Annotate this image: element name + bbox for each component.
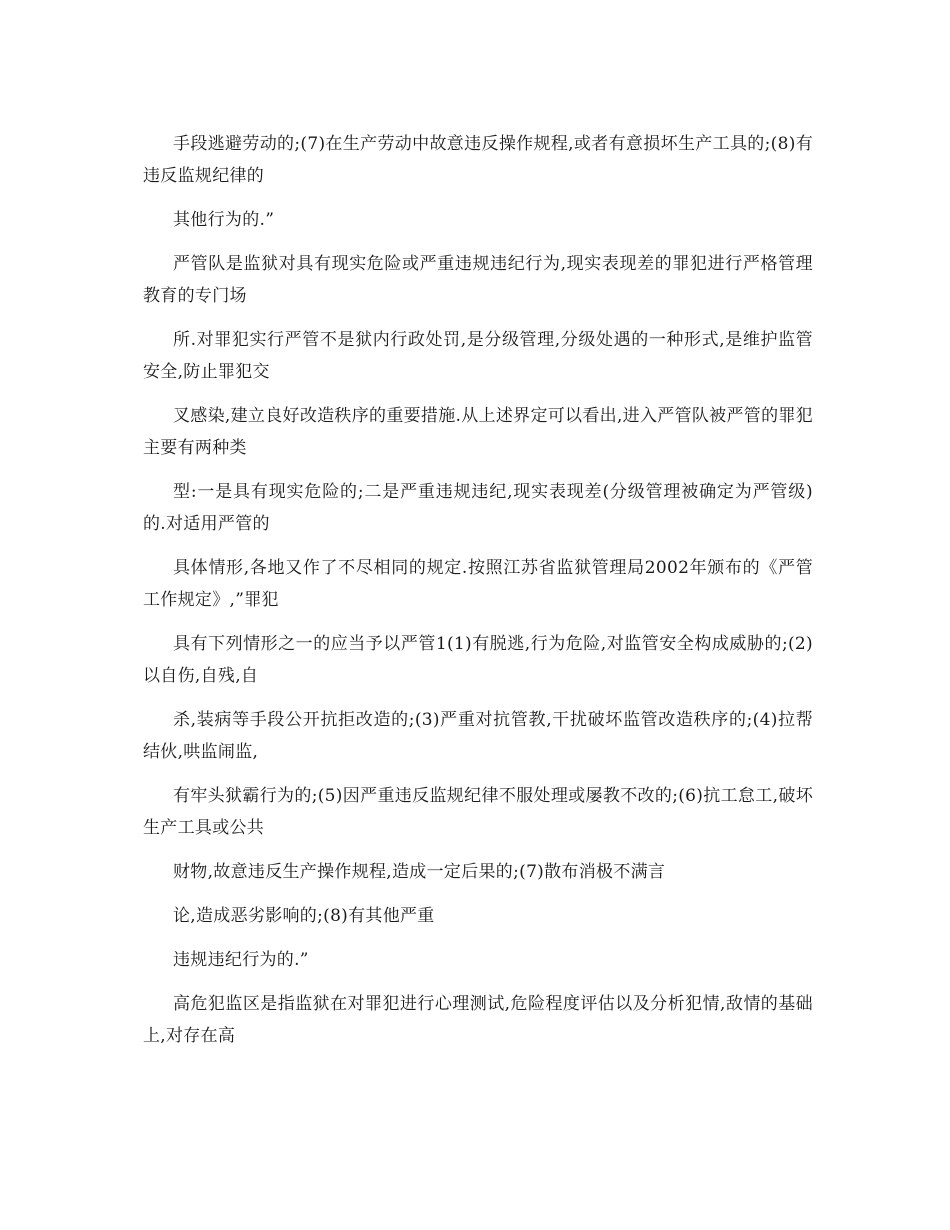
paragraph: 高危犯监区是指监狱在对罪犯进行心理测试,危险程度评估以及分析犯情,敌情的基础上,对存在高 xyxy=(143,994,813,1046)
paragraph: 型:一是具有现实危险的;二是严重违规违纪,现实表现差(分级管理被确定为严管级)的.对适用严管的 xyxy=(143,482,813,534)
paragraph: 具体情形,各地又作了不尽相同的规定.按照江苏省监狱管理局2002年颁布的《严管工作规定》,”罪犯 xyxy=(143,558,813,610)
paragraph: 论,造成恶劣影响的;(8)有其他严重 xyxy=(173,906,435,926)
paragraph: 有牢头狱霸行为的;(5)因严重违反监规纪律不服处理或屡教不改的;(6)抗工怠工,破坏生产工具或公共 xyxy=(143,786,813,838)
paragraph: 手段逃避劳动的;(7)在生产劳动中故意违反操作规程,或者有意损坏生产工具的;(8)有违反监规纪律的 xyxy=(143,134,813,186)
paragraph: 财物,故意违反生产操作规程,造成一定后果的;(7)散布消极不满言 xyxy=(173,862,666,882)
paragraph: 其他行为的.” xyxy=(173,210,275,230)
paragraph: 具有下列情形之一的应当予以严管1(1)有脱逃,行为危险,对监管安全构成威胁的;(2)以自伤,自残,自 xyxy=(143,634,813,686)
paragraph: 叉感染,建立良好改造秩序的重要措施.从上述界定可以看出,进入严管队被严管的罪犯主要有两种类 xyxy=(143,406,813,458)
paragraph: 杀,装病等手段公开抗拒改造的;(3)严重对抗管教,干扰破坏监管改造秩序的;(4)拉帮结伙,哄监闹监, xyxy=(143,710,813,762)
paragraph: 严管队是监狱对具有现实危险或严重违规违纪行为,现实表现差的罪犯进行严格管理教育的专门场 xyxy=(143,254,813,306)
paragraph: 所.对罪犯实行严管不是狱内行政处罚,是分级管理,分级处遇的一种形式,是维护监管安全,防止罪犯交 xyxy=(143,330,813,382)
document-body xyxy=(143,128,813,1052)
paragraph: 违规违纪行为的.” xyxy=(173,950,309,970)
